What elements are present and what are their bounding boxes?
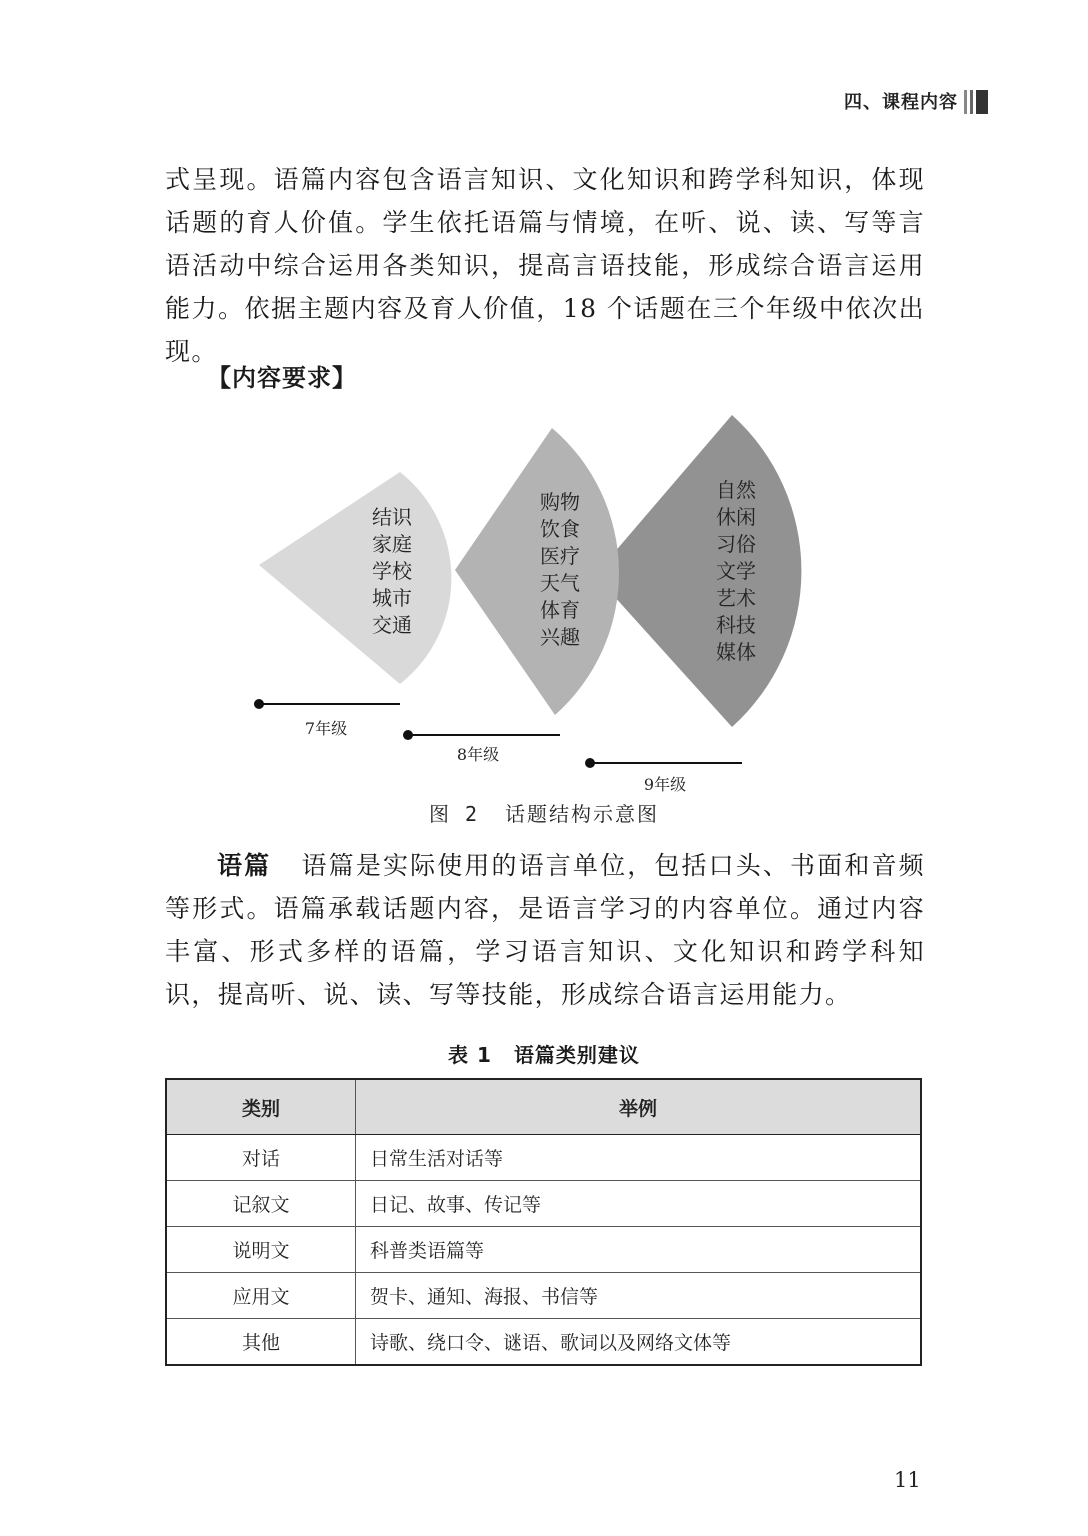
topic-label: 媒体 bbox=[716, 640, 756, 664]
topic-label: 饮食 bbox=[540, 517, 580, 541]
table-row bbox=[166, 1319, 921, 1366]
topic-label: 天气 bbox=[540, 571, 580, 595]
topic-label: 学校 bbox=[372, 559, 412, 583]
timeline-grade-8 bbox=[403, 730, 560, 764]
topic-label: 交通 bbox=[372, 613, 412, 637]
table-cell-example: 日常生活对话等 bbox=[356, 1135, 922, 1181]
topic-label: 自然 bbox=[716, 478, 756, 502]
topic-structure-diagram bbox=[0, 400, 1088, 800]
table-cell-example: 诗歌、绕口令、谜语、歌词以及网络文体等 bbox=[356, 1319, 922, 1366]
table-row bbox=[166, 1273, 921, 1319]
wedge-grade-7 bbox=[259, 472, 451, 684]
topic-label: 科技 bbox=[716, 613, 756, 637]
topic-label: 习俗 bbox=[716, 532, 756, 556]
table-cell-category: 应用文 bbox=[166, 1273, 356, 1319]
topic-label: 购物 bbox=[540, 490, 580, 514]
page-number: 11 bbox=[894, 1468, 921, 1492]
table-cell-category: 其他 bbox=[166, 1319, 356, 1366]
timeline-grade-9 bbox=[585, 758, 742, 794]
grade-9-label: 9年级 bbox=[643, 775, 687, 794]
topic-label: 兴趣 bbox=[540, 625, 580, 649]
table-header-example: 举例 bbox=[356, 1079, 922, 1135]
running-header: 四、课程内容 bbox=[844, 92, 958, 113]
table-header-row bbox=[166, 1079, 921, 1135]
timeline-dot bbox=[254, 699, 264, 709]
body-paragraph: 式呈现。语篇内容包含语言知识、文化知识和跨学科知识，体现话题的育人价值。学生依托语篇与情境，在听、说、读、写等言语活动中综合运用各类知识，提高言语技能，形成综合语言运用能力。依据主题内容及育人价值，18 个话题在三个年级中依次出现。 bbox=[165, 165, 925, 366]
table-cell-example: 日记、故事、传记等 bbox=[356, 1181, 922, 1227]
header-bars-icon bbox=[964, 90, 988, 114]
figure-caption bbox=[0, 798, 1088, 827]
topic-label: 艺术 bbox=[716, 586, 756, 610]
grade-7-label: 7年级 bbox=[304, 719, 348, 738]
table-cell-category: 记叙文 bbox=[166, 1181, 356, 1227]
table-title bbox=[0, 1039, 1088, 1068]
topic-label: 休闲 bbox=[716, 505, 756, 529]
table-row bbox=[166, 1181, 921, 1227]
topic-label: 文学 bbox=[716, 559, 756, 583]
term-label: 语篇 bbox=[217, 851, 272, 880]
term-definition: 语篇是实际使用的语言单位，包括口头、书面和音频等形式。语篇承载话题内容，是语言学习的内容单位。通过内容丰富、形式多样的语篇，学习语言知识、文化知识和跨学科知识，提高听、说、读、写等技能，形成综合语言运用能力。 bbox=[165, 851, 925, 1009]
topic-label: 体育 bbox=[540, 598, 580, 622]
topic-label: 家庭 bbox=[372, 532, 412, 556]
table-row bbox=[166, 1227, 921, 1273]
grade-9-topics bbox=[716, 478, 757, 664]
timeline-grade-7 bbox=[254, 699, 400, 738]
content-requirements-heading: 【内容要求】 bbox=[207, 364, 357, 392]
wedge-grade-8 bbox=[455, 428, 619, 715]
body-paragraph-discourse bbox=[165, 844, 925, 1016]
topic-label: 医疗 bbox=[540, 544, 580, 568]
grade-8-label: 8年级 bbox=[456, 745, 500, 764]
table-cell-example: 科普类语篇等 bbox=[356, 1227, 922, 1273]
table-number: 表 1 bbox=[448, 1043, 492, 1067]
discourse-types-table bbox=[165, 1078, 922, 1366]
timeline-dot bbox=[585, 758, 595, 768]
table-title-text: 语篇类别建议 bbox=[513, 1043, 640, 1067]
topic-label: 结识 bbox=[372, 505, 412, 529]
figure-title: 话题结构示意图 bbox=[505, 802, 660, 826]
table-cell-category: 对话 bbox=[166, 1135, 356, 1181]
timeline-dot bbox=[403, 730, 413, 740]
table-header-category: 类别 bbox=[166, 1079, 356, 1135]
table-cell-example: 贺卡、通知、海报、书信等 bbox=[356, 1273, 922, 1319]
table-row bbox=[166, 1135, 921, 1181]
wedge-grade-9 bbox=[595, 415, 801, 727]
table-cell-category: 说明文 bbox=[166, 1227, 356, 1273]
figure-number: 图 2 bbox=[428, 802, 480, 826]
topic-label: 城市 bbox=[372, 586, 412, 610]
grade-7-topics bbox=[372, 505, 413, 637]
